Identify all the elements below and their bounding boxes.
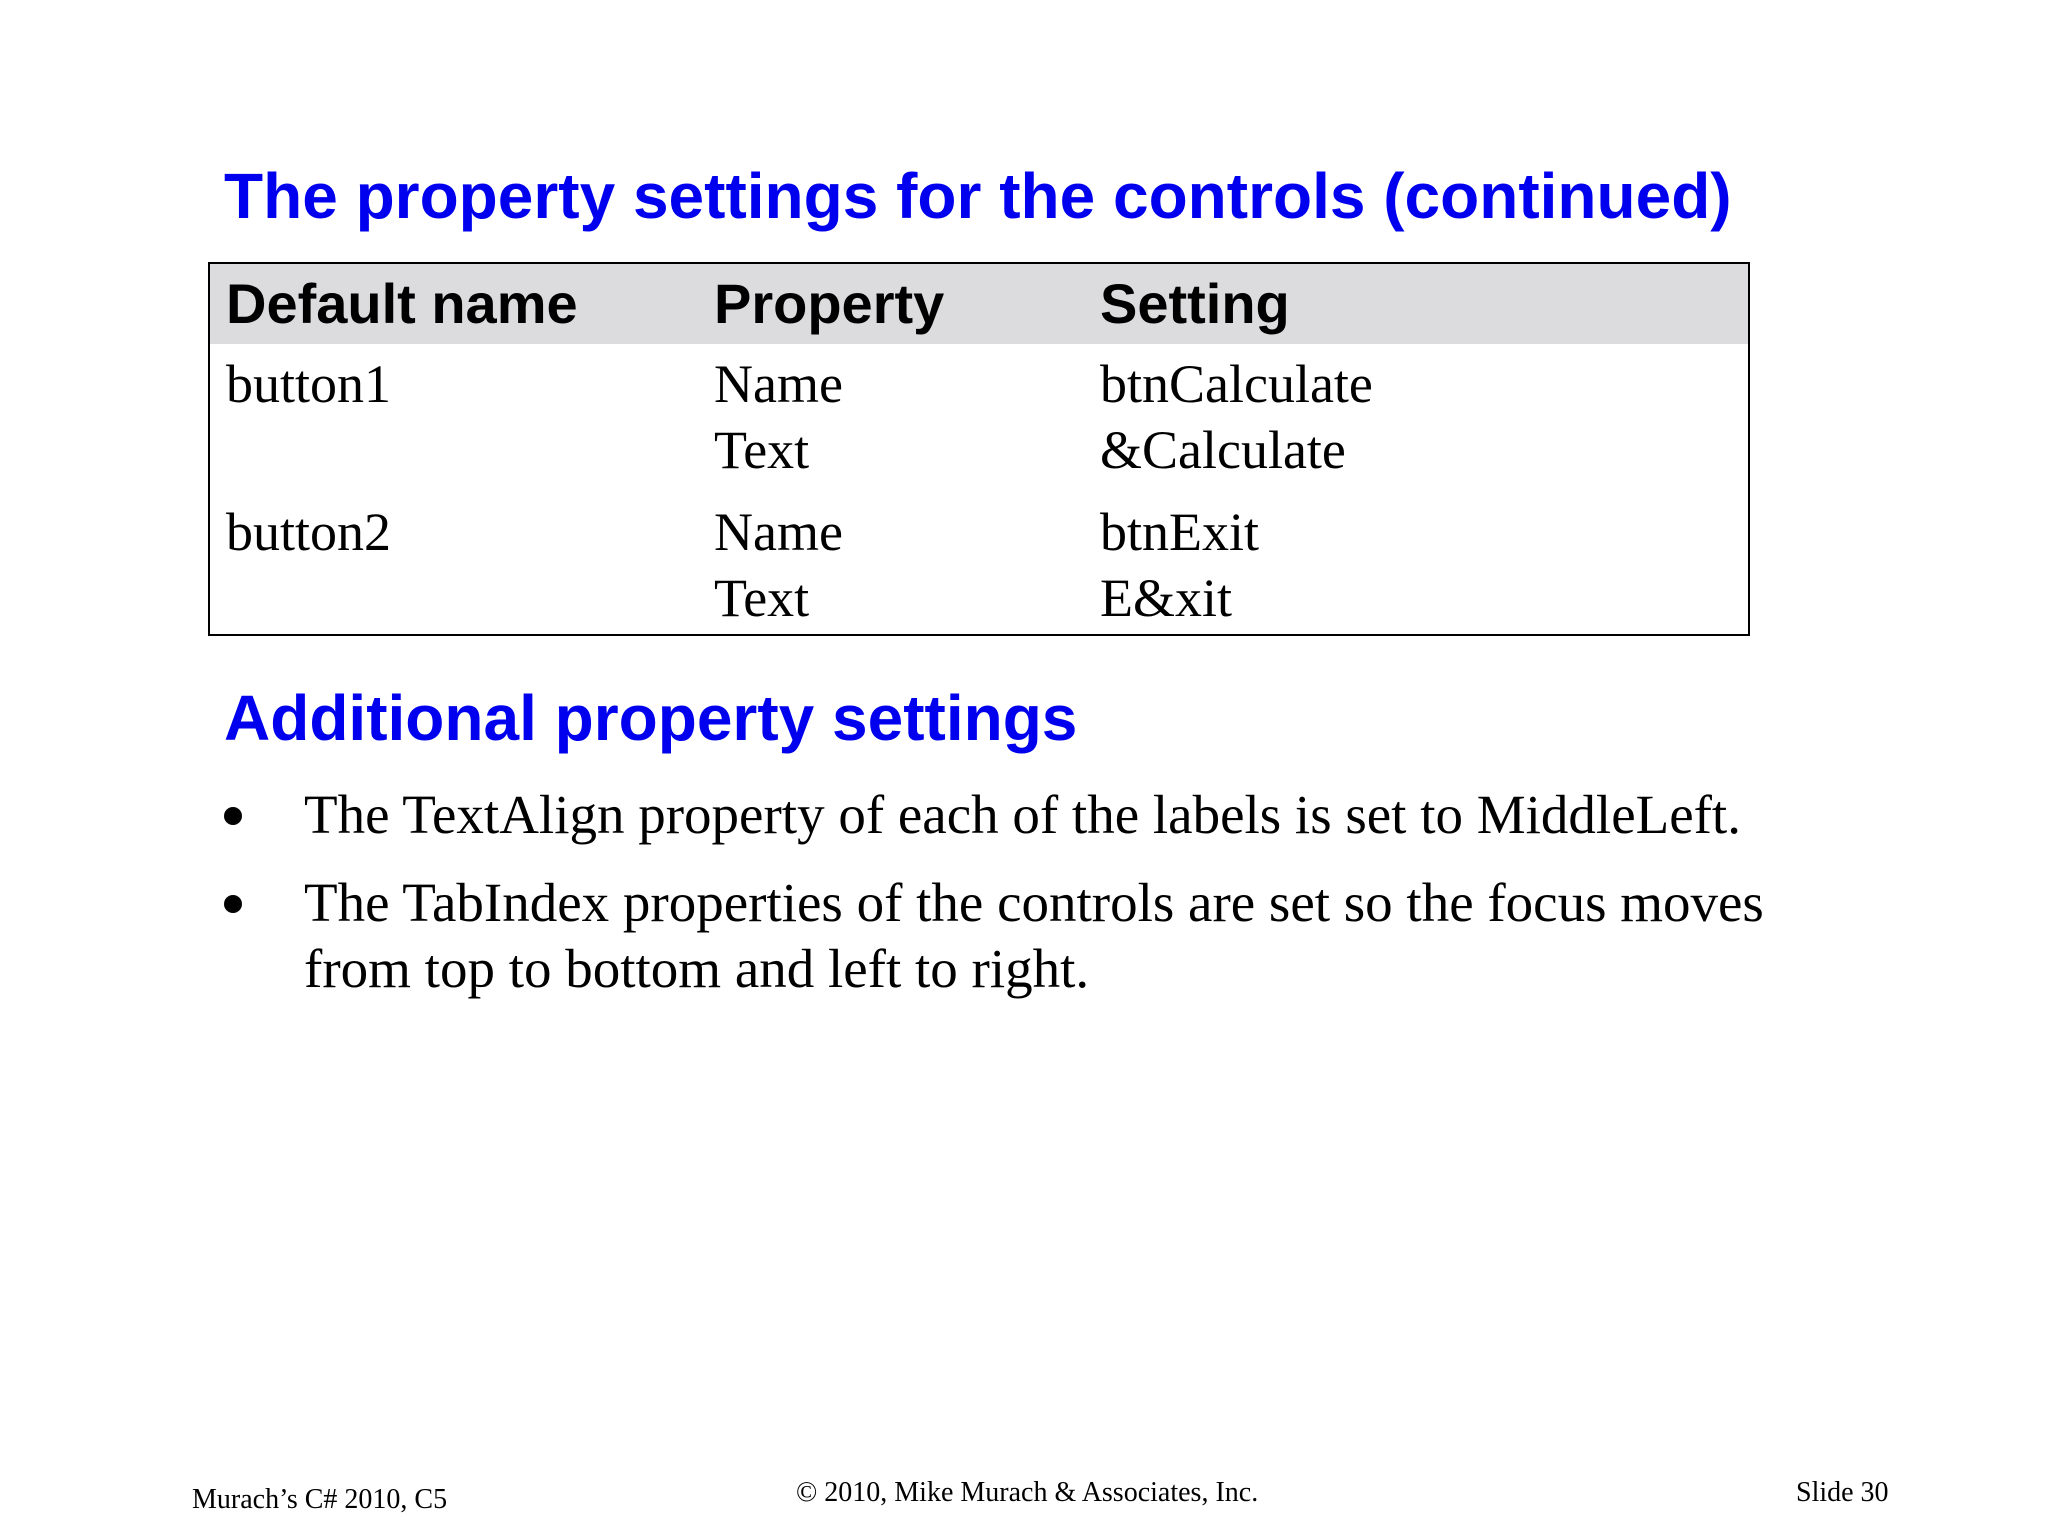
cell-property: Text (714, 568, 810, 628)
bullet-icon (224, 807, 242, 825)
bullet-text: The TextAlign property of each of the labels is set to MiddleLeft. (304, 784, 1741, 845)
bullet-list (224, 782, 1844, 1024)
footer-book-title: Murach’s C# 2010, C5 (192, 1484, 448, 1515)
cell-setting: btnExit (1100, 502, 1259, 562)
cell-default-name: button1 (226, 354, 392, 414)
column-header-property: Property (714, 272, 945, 335)
section-subtitle: Additional property settings (224, 682, 1078, 754)
table-header-row (210, 264, 1748, 344)
bullet-item (224, 782, 1844, 848)
bullet-text: The TabIndex properties of the controls are set so the focus moves from top to bottom and left to right. (304, 872, 1764, 999)
cell-property: Text (714, 420, 810, 480)
property-settings-table (208, 262, 1750, 636)
column-header-default-name: Default name (226, 272, 578, 335)
cell-setting: btnCalculate (1100, 354, 1373, 414)
bullet-icon (224, 895, 242, 913)
slide-title: The property settings for the controls (continued) (224, 160, 1732, 232)
cell-property: Name (714, 502, 843, 562)
cell-default-name: button2 (226, 502, 392, 562)
cell-setting: &Calculate (1100, 420, 1346, 480)
bullet-item (224, 870, 1844, 1002)
cell-setting: E&xit (1100, 568, 1232, 628)
column-header-setting: Setting (1100, 272, 1290, 335)
footer-slide-number: Slide 30 (1796, 1477, 1889, 1508)
footer-copyright: © 2010, Mike Murach & Associates, Inc. (796, 1477, 1259, 1508)
cell-property: Name (714, 354, 843, 414)
